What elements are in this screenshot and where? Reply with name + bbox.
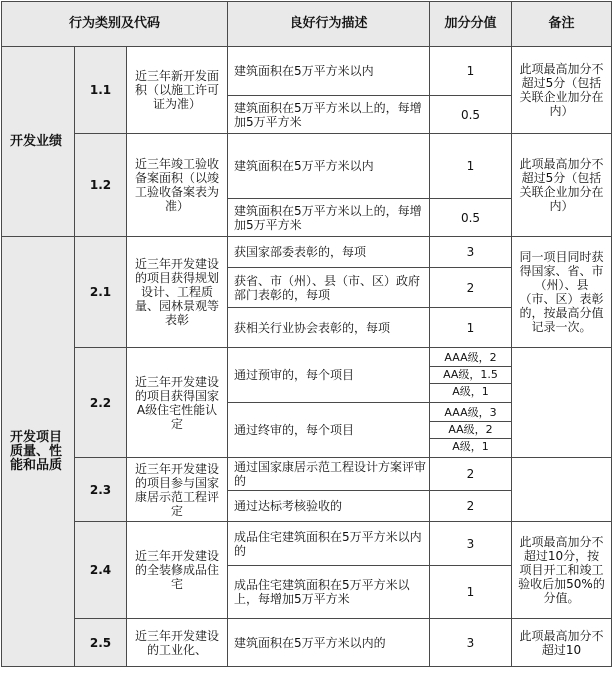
item-name: 近三年开发建设的工业化、 xyxy=(127,619,228,667)
item-note xyxy=(512,348,612,458)
item-description: 通过达标考核验收的 xyxy=(228,491,430,522)
item-note xyxy=(512,458,612,522)
item-score: 3 xyxy=(430,619,512,667)
table-row xyxy=(2,522,612,566)
item-description: 建筑面积在5万平方米以内 xyxy=(228,134,430,199)
item-description: 建筑面积在5万平方米以上的，每增加5万平方米 xyxy=(228,96,430,134)
item-note: 同一项目同时获得国家、省、市（州）、县（市、区）表彰的，按最高分值记录一次。 xyxy=(512,237,612,348)
score-level: AA级，2 xyxy=(430,422,511,439)
item-description: 通过国家康居示范工程设计方案评审的 xyxy=(228,458,430,491)
item-description: 建筑面积在5万平方米以内的 xyxy=(228,619,430,667)
section-quality-performance: 开发项目质量、性能和品质 xyxy=(2,237,75,667)
score-level: AAA级，3 xyxy=(430,405,511,422)
table-header-row xyxy=(2,2,612,47)
score-levels xyxy=(430,403,512,458)
item-score: 1 xyxy=(430,566,512,619)
item-note: 此项最高加分不超过5分（包括关联企业加分在内） xyxy=(512,47,612,134)
item-description: 建筑面积在5万平方米以上的，每增加5万平方米 xyxy=(228,199,430,237)
item-score: 3 xyxy=(430,237,512,268)
item-code: 2.2 xyxy=(75,348,127,458)
table-row xyxy=(2,348,612,403)
item-name: 近三年开发建设的项目获得国家A级住宅性能认定 xyxy=(127,348,228,458)
score-level: AA级，1.5 xyxy=(430,367,511,384)
item-name: 近三年开发建设的项目参与国家康居示范工程评定 xyxy=(127,458,228,522)
header-description: 良好行为描述 xyxy=(228,2,430,47)
item-description: 建筑面积在5万平方米以内 xyxy=(228,47,430,96)
item-description: 获相关行业协会表彰的，每项 xyxy=(228,308,430,348)
table-row xyxy=(2,458,612,491)
table-row xyxy=(2,47,612,96)
item-name: 近三年开发建设的项目获得规划设计、工程质量、园林景观等表彰 xyxy=(127,237,228,348)
item-score: 1 xyxy=(430,134,512,199)
item-description: 成品住宅建筑面积在5万平方米以上，每增加5万平方米 xyxy=(228,566,430,619)
item-code: 2.5 xyxy=(75,619,127,667)
item-code: 2.1 xyxy=(75,237,127,348)
item-score: 2 xyxy=(430,491,512,522)
section-development-performance: 开发业绩 xyxy=(2,47,75,237)
item-name: 近三年竣工验收备案面积（以竣工验收备案表为准） xyxy=(127,134,228,237)
item-note: 此项最高加分不超过10分，按项目开工和竣工验收后加50%的分值。 xyxy=(512,522,612,619)
score-levels xyxy=(430,348,512,403)
table-row xyxy=(2,619,612,667)
item-note: 此项最高加分不超过5分（包括关联企业加分在内） xyxy=(512,134,612,237)
score-level: A级，1 xyxy=(452,385,489,398)
item-description: 成品住宅建筑面积在5万平方米以内的 xyxy=(228,522,430,566)
item-name: 近三年开发建设的全装修成品住宅 xyxy=(127,522,228,619)
item-score: 0.5 xyxy=(430,96,512,134)
item-score: 1 xyxy=(430,47,512,96)
item-description: 通过预审的，每个项目 xyxy=(228,348,430,403)
item-code: 1.2 xyxy=(75,134,127,237)
behavior-score-table xyxy=(1,1,612,667)
score-level: A级，1 xyxy=(452,440,489,453)
item-score: 3 xyxy=(430,522,512,566)
item-description: 通过终审的，每个项目 xyxy=(228,403,430,458)
item-code: 2.4 xyxy=(75,522,127,619)
item-code: 1.1 xyxy=(75,47,127,134)
item-code: 2.3 xyxy=(75,458,127,522)
item-score: 2 xyxy=(430,268,512,308)
item-description: 获省、市（州）、县（市、区）政府部门表彰的，每项 xyxy=(228,268,430,308)
table-row xyxy=(2,237,612,268)
item-score: 1 xyxy=(430,308,512,348)
item-score: 0.5 xyxy=(430,199,512,237)
header-note: 备注 xyxy=(512,2,612,47)
header-category: 行为类别及代码 xyxy=(2,2,228,47)
item-description: 获国家部委表彰的，每项 xyxy=(228,237,430,268)
score-level: AAA级，2 xyxy=(430,350,511,367)
item-note: 此项最高加分不超过10 xyxy=(512,619,612,667)
header-score: 加分分值 xyxy=(430,2,512,47)
table-row xyxy=(2,134,612,199)
item-name: 近三年新开发面积（以施工许可证为准） xyxy=(127,47,228,134)
item-score: 2 xyxy=(430,458,512,491)
